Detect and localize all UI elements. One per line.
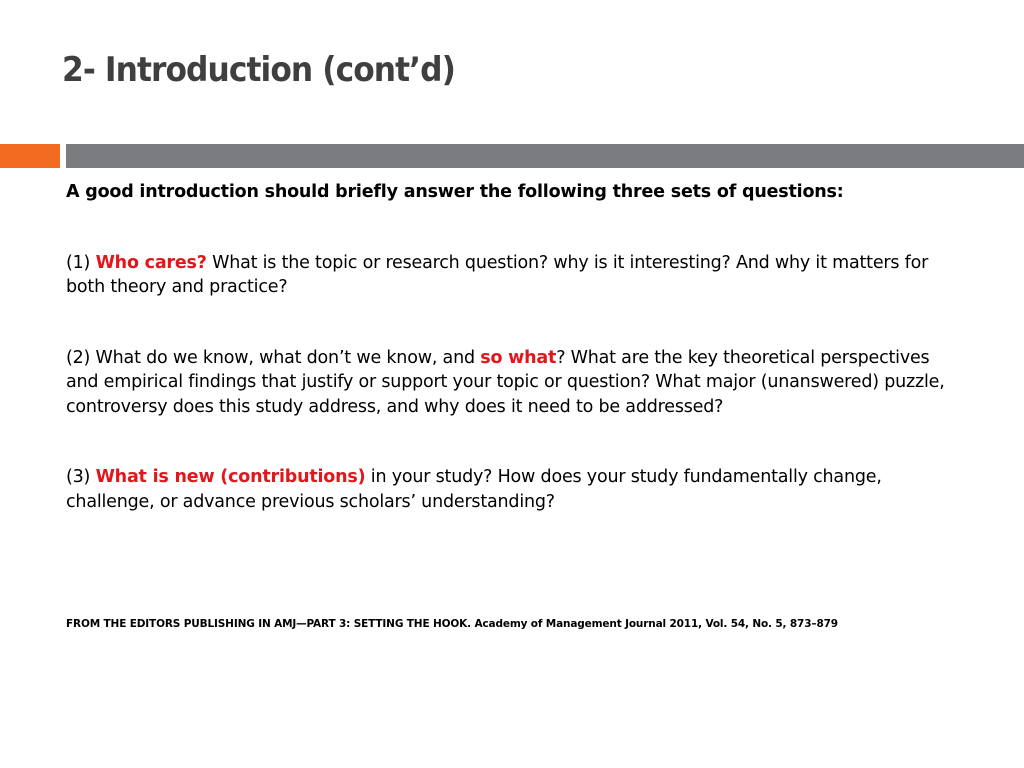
question-2-lead: (2) What do we know, what don’t we know, and bbox=[66, 347, 475, 368]
question-1-text: What is the topic or research question? why is it interesting? And why it matters for both theory and practice? bbox=[66, 252, 929, 297]
question-3 bbox=[66, 465, 966, 514]
slide-title: 2- Introduction (cont’d) bbox=[62, 50, 455, 90]
question-3-highlight: What is new (contributions) bbox=[95, 467, 366, 487]
question-1-highlight: Who cares? bbox=[95, 252, 207, 273]
question-2 bbox=[66, 346, 966, 420]
question-3-number: (3) bbox=[66, 467, 91, 487]
question-1 bbox=[66, 251, 966, 300]
question-2-highlight: so what bbox=[480, 347, 557, 368]
intro-text: A good introduction should briefly answer the following three sets of questions: bbox=[66, 182, 844, 202]
question-1-number: (1) bbox=[66, 252, 91, 273]
slide-content bbox=[66, 180, 966, 560]
accent-bar-orange bbox=[0, 144, 60, 168]
citation-reference: FROM THE EDITORS PUBLISHING IN AMJ—PART 3: SETTING THE HOOK. Academy of Management Journal 2011, Vol. 54, No. 5, 873–879 bbox=[66, 618, 838, 630]
question-2-text: ? What are the key theoretical perspectives and empirical findings that justify or support your topic or question? What major (unanswered) puzzle, controversy does this study address, and why does it need to be addressed? bbox=[66, 347, 945, 417]
question-3-text: in your study? How does your study fundamentally change, challenge, or advance previous scholars’ understanding? bbox=[66, 467, 882, 512]
accent-bar-gray bbox=[66, 144, 1024, 168]
